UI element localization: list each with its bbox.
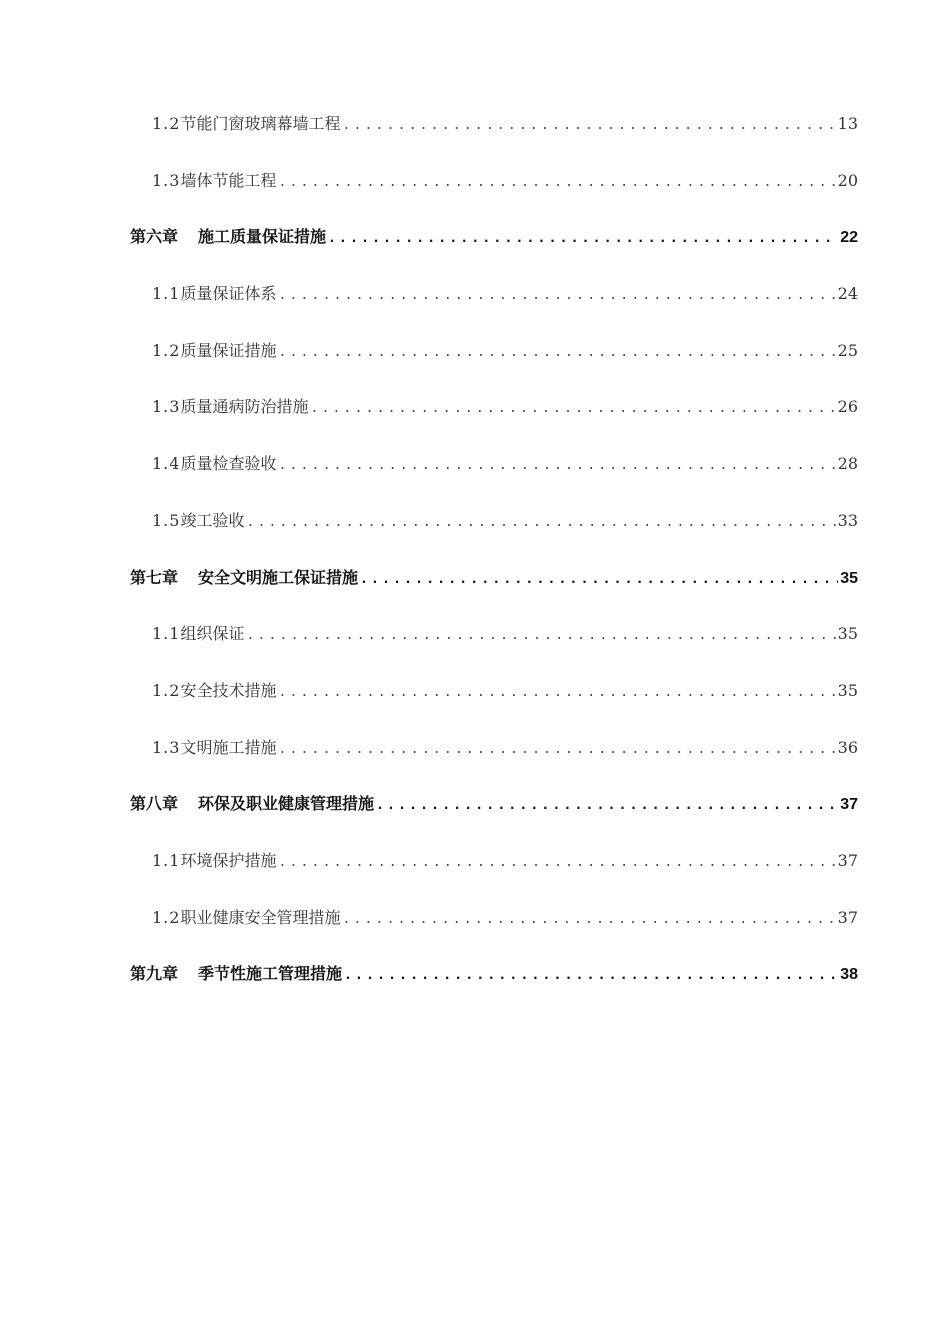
- dot-leader: [278, 458, 835, 473]
- toc-entry-number: 1.3: [152, 397, 181, 417]
- toc-entry-title: 竣工验收: [180, 510, 245, 530]
- toc-chapter-number: 第九章: [130, 964, 179, 984]
- dot-leader: [278, 345, 835, 360]
- toc-entry-page: 22: [840, 229, 858, 247]
- toc-entry-title: 节能门窗玻璃幕墙工程: [180, 114, 341, 133]
- toc-entry-number: 1.2: [152, 340, 181, 360]
- dot-leader: [278, 288, 835, 303]
- toc-entry[interactable]: [130, 168, 858, 225]
- toc-entry-page: 28: [837, 454, 858, 474]
- toc-entry[interactable]: [130, 735, 858, 792]
- toc-entry-title: 组织保证: [180, 624, 245, 644]
- toc-entry[interactable]: [130, 621, 858, 678]
- toc-entry-title: 质量保证措施: [180, 340, 277, 360]
- dot-leader: [360, 572, 838, 587]
- toc-chapter-title: 环保及职业健康管理措施: [198, 794, 375, 814]
- toc-entry-title: 墙体节能工程: [180, 170, 277, 190]
- toc-entry-page: 35: [837, 624, 858, 644]
- dot-leader: [278, 175, 835, 190]
- toc-entry-title: 文明施工措施: [180, 737, 277, 757]
- toc-entry-number: 1.3: [152, 737, 181, 757]
- toc-entry-number: 1.2: [152, 907, 181, 927]
- toc-entry-page: 20: [837, 170, 858, 190]
- dot-leader: [278, 855, 835, 870]
- toc-entry[interactable]: [130, 338, 858, 395]
- toc-entry[interactable]: [130, 111, 858, 168]
- toc-entry-title: 质量检查验收: [180, 454, 277, 474]
- toc-chapter-entry[interactable]: [130, 565, 858, 622]
- toc-entry-page: 37: [840, 796, 858, 814]
- toc-entry-page: 38: [840, 966, 858, 984]
- toc-chapter-title: 安全文明施工保证措施: [198, 567, 359, 587]
- toc-entry-number: 1.1: [152, 284, 181, 304]
- dot-leader: [246, 628, 835, 643]
- toc-chapter-title: 季节性施工管理措施: [198, 964, 343, 984]
- dot-leader: [328, 231, 838, 246]
- toc-entry-page: 33: [837, 510, 858, 530]
- toc-chapter-entry[interactable]: [130, 791, 858, 848]
- toc-entry-page: 37: [837, 850, 858, 870]
- dot-leader: [246, 515, 835, 530]
- toc-entry-title: 质量通病防治措施: [180, 397, 309, 417]
- dot-leader: [310, 401, 835, 416]
- toc-entry-page: 36: [837, 737, 858, 757]
- toc-entry-page: 26: [837, 397, 858, 417]
- toc-entry-number: 1.2: [152, 680, 181, 700]
- toc-entry-page: 24: [837, 284, 858, 304]
- toc-entry-title: 环境保护措施: [180, 850, 277, 870]
- dot-leader: [344, 968, 838, 983]
- toc-entry-page: 13: [837, 114, 858, 133]
- dot-leader: [342, 912, 835, 927]
- toc-entry-number: 1.4: [152, 454, 181, 474]
- toc-entry-page: 37: [837, 907, 858, 927]
- toc-chapter-entry[interactable]: [130, 224, 858, 281]
- toc-entry-number: 1.1: [152, 624, 181, 644]
- toc-entry-page: 35: [840, 569, 858, 587]
- dot-leader: [278, 742, 835, 757]
- toc-chapter-number: 第七章: [130, 567, 179, 587]
- toc-entry-number: 1.1: [152, 850, 181, 870]
- toc-entry[interactable]: [130, 281, 858, 338]
- toc-entry-number: 1.2: [152, 114, 181, 133]
- toc-chapter-number: 第八章: [130, 794, 179, 814]
- toc-entry[interactable]: [130, 848, 858, 905]
- toc-chapter-number: 第六章: [130, 227, 179, 247]
- toc-entry-title: 质量保证体系: [180, 284, 277, 304]
- toc-entry[interactable]: [130, 451, 858, 508]
- toc-entry[interactable]: [130, 394, 858, 451]
- toc-chapter-entry[interactable]: [130, 961, 858, 1018]
- toc-chapter-title: 施工质量保证措施: [198, 227, 327, 247]
- toc-entry-number: 1.3: [152, 170, 181, 190]
- toc-entry-title: 职业健康安全管理措施: [180, 907, 341, 927]
- toc-entry-page: 35: [837, 680, 858, 700]
- dot-leader: [278, 685, 835, 700]
- toc-entry[interactable]: [130, 508, 858, 565]
- toc-entry[interactable]: [130, 905, 858, 962]
- toc-entry-title: 安全技术措施: [180, 680, 277, 700]
- dot-leader: [342, 118, 835, 133]
- toc-entry-number: 1.5: [152, 510, 181, 530]
- dot-leader: [376, 798, 838, 813]
- toc-entry-page: 25: [837, 340, 858, 360]
- table-of-contents: [130, 111, 858, 1018]
- toc-entry[interactable]: [130, 678, 858, 735]
